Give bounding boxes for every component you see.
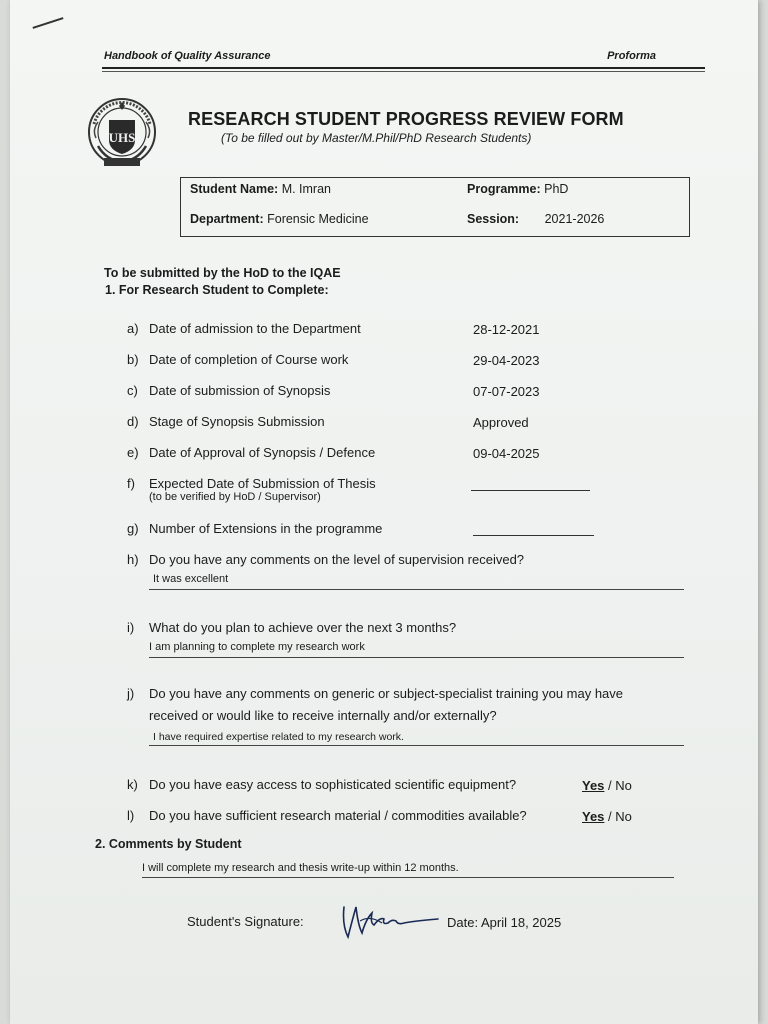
answer-rule [142, 877, 674, 878]
signature-date [447, 915, 561, 930]
question-h [127, 552, 524, 567]
answer-coursework-date: 29-04-2023 [473, 353, 540, 368]
session-row [467, 212, 604, 226]
student-comment: I will complete my research and thesis write-up within 12 months. [142, 862, 459, 874]
date-value: April 18, 2025 [480, 915, 562, 930]
question-g [127, 521, 382, 536]
answer-training-comment: I have required expertise related to my research work. [153, 731, 404, 743]
header-proforma-label: Proforma [607, 50, 656, 62]
no-option: / No [604, 778, 632, 793]
material-yes-no [582, 809, 632, 824]
yes-option-selected: Yes [582, 778, 605, 793]
session-value: 2021-2026 [544, 212, 605, 226]
date-label: Date: [447, 915, 479, 930]
answer-synopsis-submission-date: 07-07-2023 [473, 384, 540, 399]
student-name-label: Student Name: [190, 182, 279, 196]
question-i [127, 620, 456, 635]
item-letter: l) [127, 808, 135, 823]
form-subtitle: (To be filled out by Master/M.Phil/PhD Research Students) [221, 131, 532, 145]
equipment-yes-no [582, 778, 632, 793]
question-a [127, 321, 361, 336]
item-letter: j) [127, 686, 135, 701]
header-handbook-title: Handbook of Quality Assurance [104, 50, 271, 62]
student-signature [340, 897, 444, 945]
programme-label: Programme: [467, 182, 541, 196]
question-l [127, 808, 527, 823]
header-rule [102, 67, 705, 69]
item-label: Do you have any comments on the level of supervision received? [149, 552, 525, 567]
question-b [127, 352, 348, 367]
answer-thesis-date-blank [471, 490, 590, 491]
answer-rule [149, 657, 684, 658]
item-label: Do you have sufficient research material / commodities available? [149, 808, 527, 823]
signature-label: Student's Signature: [187, 914, 304, 929]
question-d [127, 414, 325, 429]
item-letter: e) [127, 445, 139, 460]
header-rule-thin [102, 71, 705, 72]
answer-synopsis-stage: Approved [473, 415, 529, 430]
item-letter: f) [127, 476, 135, 491]
programme-row [467, 182, 568, 196]
item-label: Date of submission of Synopsis [149, 383, 331, 398]
answer-rule [149, 745, 684, 746]
item-letter: b) [127, 352, 139, 367]
item-letter: k) [127, 777, 138, 792]
question-e [127, 445, 375, 460]
answer-admission-date: 28-12-2021 [473, 322, 540, 337]
section1-heading: 1. For Research Student to Complete: [105, 283, 329, 297]
item-label: Date of completion of Course work [149, 352, 349, 367]
student-info-box [180, 177, 690, 237]
submission-note: To be submitted by the HoD to the IQAE [104, 266, 341, 280]
question-c [127, 383, 330, 398]
department-label: Department: [190, 212, 264, 226]
item-letter: d) [127, 414, 139, 429]
item-letter: i) [127, 620, 135, 635]
answer-three-month-plan: I am planning to complete my research work [149, 641, 365, 653]
pen-mark [32, 17, 63, 29]
form-page [10, 0, 758, 1024]
question-k [127, 777, 516, 792]
svg-text:UHS: UHS [108, 130, 136, 145]
answer-rule [149, 589, 684, 590]
item-letter: a) [127, 321, 139, 336]
question-f-note: (to be verified by HoD / Supervisor) [149, 491, 321, 503]
yes-option-selected: Yes [582, 809, 605, 824]
item-label: Do you have any comments on generic or subject-specialist training you may have [149, 686, 624, 701]
item-letter: c) [127, 383, 138, 398]
session-label: Session: [467, 212, 520, 226]
item-label: Stage of Synopsis Submission [149, 414, 325, 429]
item-label: Do you have easy access to sophisticated scientific equipment? [149, 777, 517, 792]
student-name-value: M. Imran [281, 182, 331, 196]
department-value: Forensic Medicine [267, 212, 369, 226]
answer-extensions-blank [473, 535, 594, 536]
programme-value: PhD [544, 182, 569, 196]
item-label: Expected Date of Submission of Thesis [149, 476, 376, 491]
university-seal-icon [82, 94, 162, 174]
answer-synopsis-approval-date: 09-04-2025 [473, 446, 540, 461]
department-row [190, 212, 369, 226]
answer-supervision-comment: It was excellent [153, 573, 229, 585]
item-label: Date of admission to the Department [149, 321, 361, 336]
item-letter: h) [127, 552, 139, 567]
form-title: RESEARCH STUDENT PROGRESS REVIEW FORM [188, 109, 624, 129]
question-j [127, 686, 623, 701]
question-j-line2: received or would like to receive internally and/or externally? [149, 708, 497, 723]
student-name-row [190, 182, 331, 196]
no-option: / No [604, 809, 632, 824]
item-label: What do you plan to achieve over the next 3 months? [149, 620, 457, 635]
section2-heading: 2. Comments by Student [95, 837, 242, 851]
item-letter: g) [127, 521, 139, 536]
item-label: Date of Approval of Synopsis / Defence [149, 445, 376, 460]
question-f [127, 476, 376, 491]
item-label: Number of Extensions in the programme [149, 521, 383, 536]
